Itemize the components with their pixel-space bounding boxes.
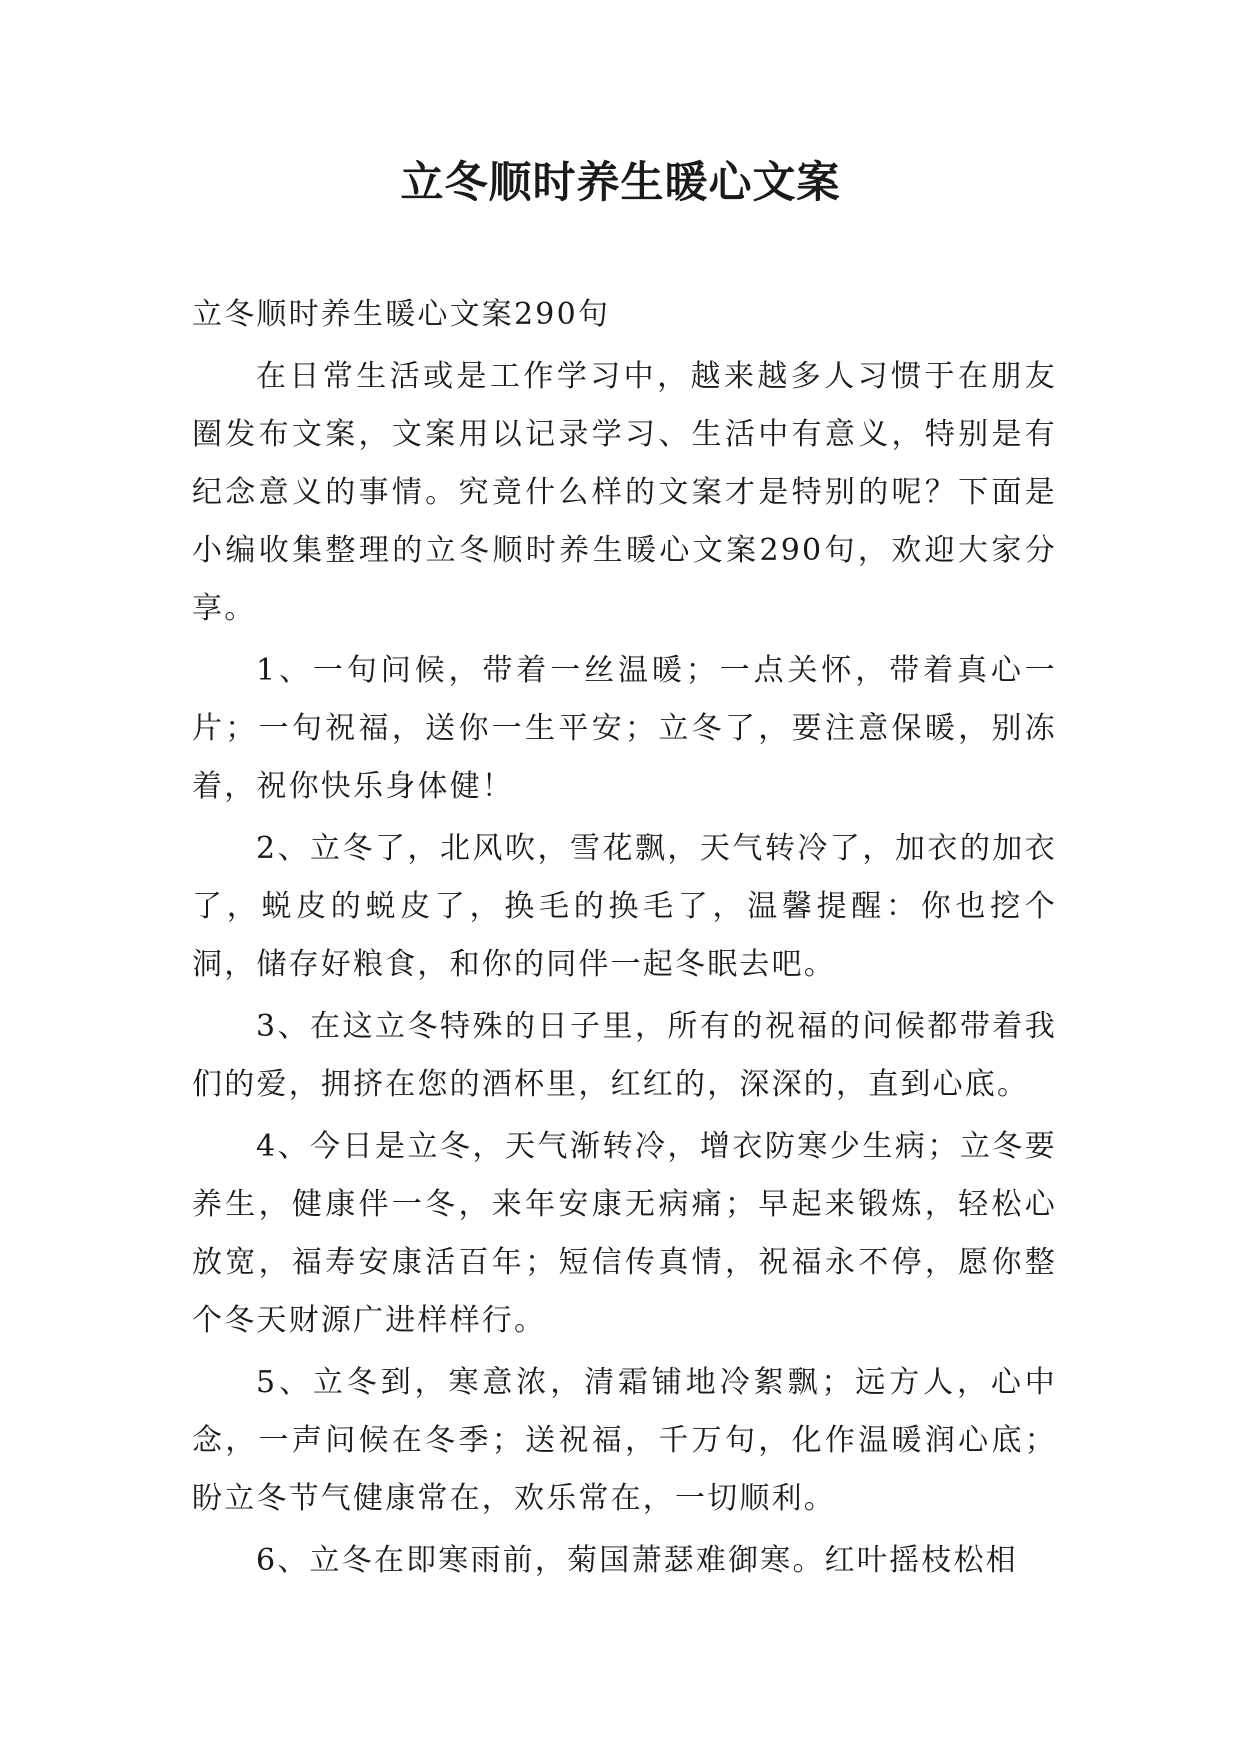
- paragraph-item-5: 5、立冬到，寒意浓，清霜铺地冷絮飘；远方人，心中念，一声问候在冬季；送祝福，千万句，化作温暖润心底；盼立冬节气健康常在，欢乐常在，一切顺利。: [192, 1365, 1057, 1516]
- paragraph-item-2: 2、立冬了，北风吹，雪花飘，天气转冷了，加衣的加衣了，蜕皮的蜕皮了，换毛的换毛了，温馨提醒：你也挖个洞，储存好粮食，和你的同伴一起冬眠去吧。: [192, 831, 1057, 982]
- document-title: 立冬顺时养生暖心文案: [400, 158, 841, 208]
- paragraph-item-6: 6、立冬在即寒雨前，菊国萧瑟难御寒。红叶摇枝松相: [256, 1543, 1018, 1578]
- document-subtitle: 立冬顺时养生暖心文案290句: [192, 297, 611, 332]
- paragraph-item-1: 1、一句问候，带着一丝温暖；一点关怀，带着真心一片；一句祝福，送你一生平安；立冬了，要注意保暖，别冻着，祝你快乐身体健！: [192, 653, 1057, 804]
- paragraph-item-3: 3、在这立冬特殊的日子里，所有的祝福的问候都带着我们的爱，拥挤在您的酒杯里，红红的，深深的，直到心底。: [192, 1009, 1057, 1102]
- intro-paragraph: 在日常生活或是工作学习中，越来越多人习惯于在朋友圈发布文案，文案用以记录学习、生活中有意义，特别是有纪念意义的事情。究竟什么样的文案才是特别的呢？下面是小编收集整理的立冬顺时养生暖心文案290句，欢迎大家分享。: [192, 359, 1057, 626]
- document-body: [192, 286, 1057, 1594]
- paragraph-item-4: 4、今日是立冬，天气渐转冷，增衣防寒少生病；立冬要养生，健康伴一冬，来年安康无病痛；早起来锻炼，轻松心放宽，福寿安康活百年；短信传真情，祝福永不停，愿你整个冬天财源广进样样行。: [192, 1129, 1057, 1338]
